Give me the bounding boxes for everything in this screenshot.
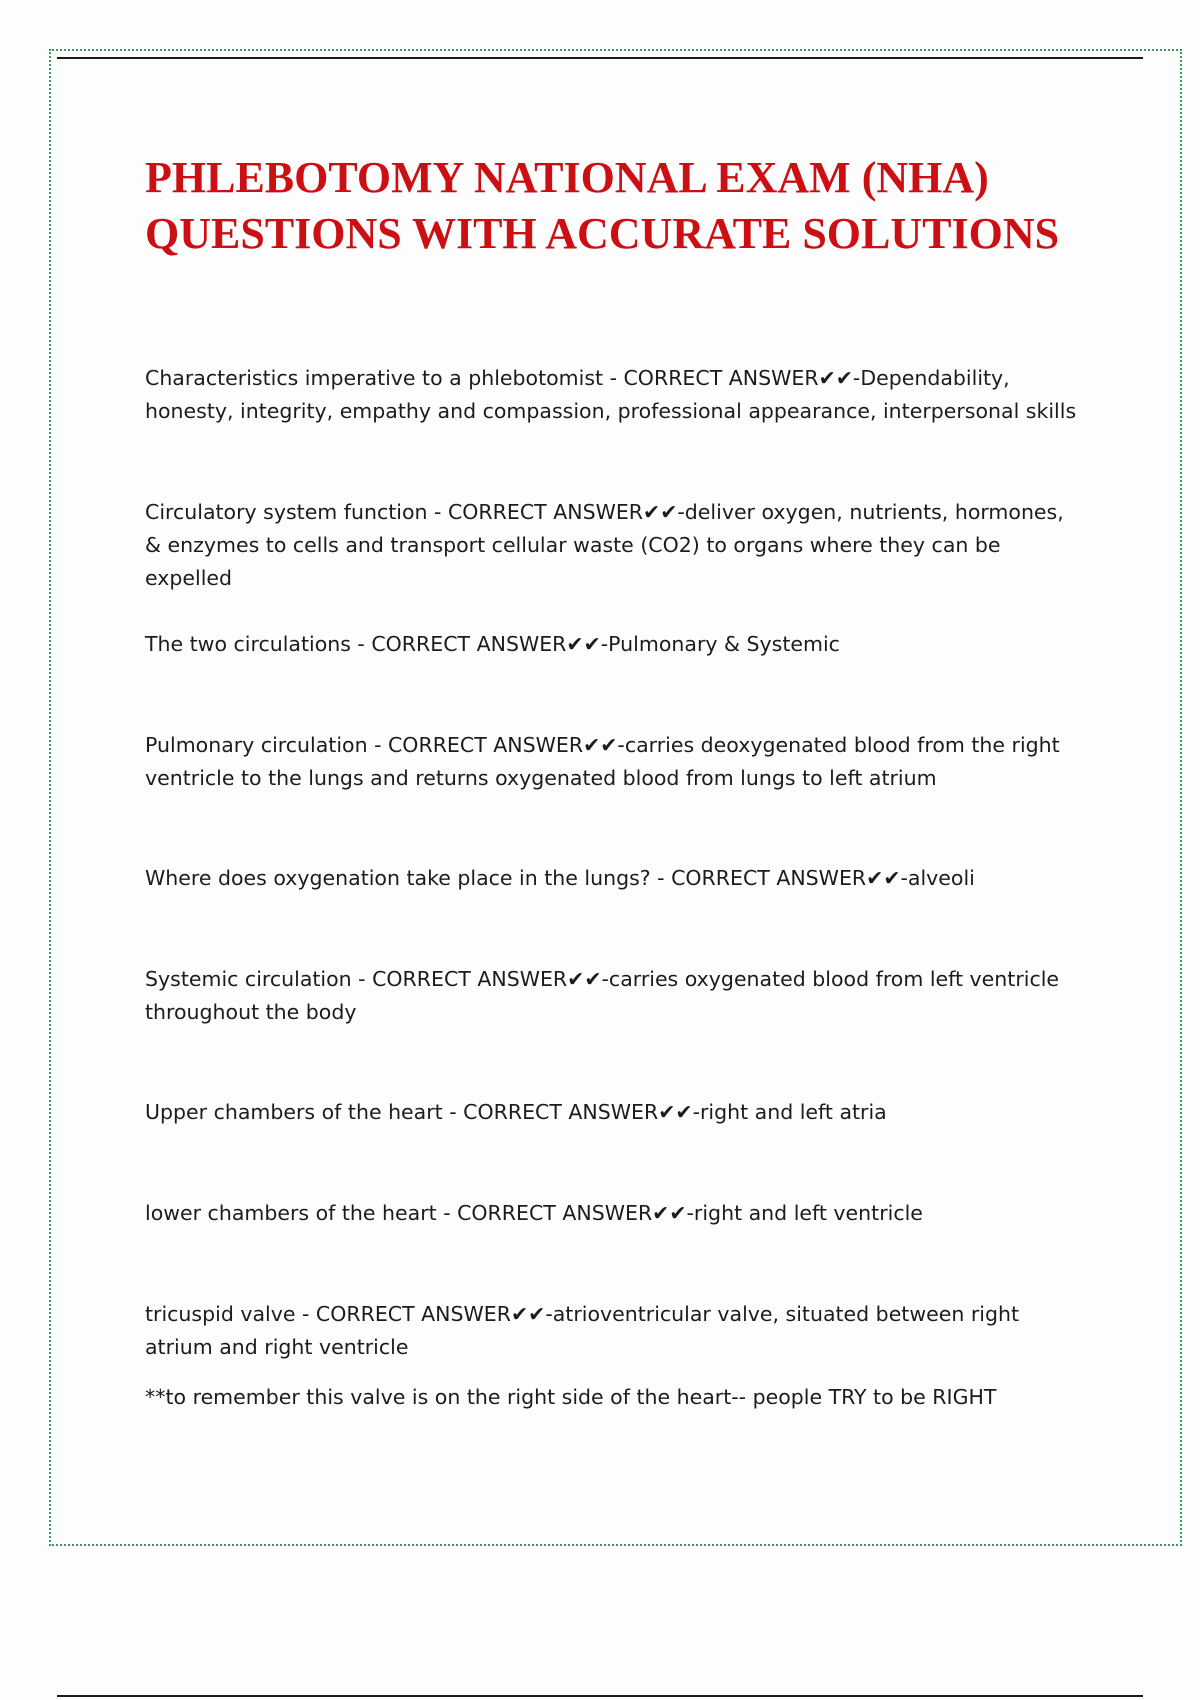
bottom-rule [57, 1695, 1143, 1697]
document-title: PHLEBOTOMY NATIONAL EXAM (NHA) QUESTIONS WITH ACCURATE SOLUTIONS [145, 153, 1060, 258]
qa-item: The two circulations - CORRECT ANSWER✔✔-Pulmonary & Systemic [145, 632, 840, 656]
qa-item: lower chambers of the heart - CORRECT ANSWER✔✔-right and left ventricle [145, 1201, 923, 1225]
mnemonic-note: **to remember this valve is on the right side of the heart-- people TRY to be RIGHT [145, 1385, 997, 1409]
qa-item: tricuspid valve - CORRECT ANSWER✔✔-atrioventricular valve, situated between right atrium and right ventricle [145, 1302, 1020, 1359]
top-rule [57, 57, 1143, 59]
qa-item: Circulatory system function - CORRECT ANSWER✔✔-deliver oxygen, nutrients, hormones, & enzymes to cells and transport cellular waste (CO2) to organs where they can be expelled [145, 500, 1064, 590]
qa-item: Where does oxygenation take place in the lungs? - CORRECT ANSWER✔✔-alveoli [145, 866, 975, 890]
qa-item: Upper chambers of the heart - CORRECT ANSWER✔✔-right and left atria [145, 1100, 887, 1124]
qa-item: Characteristics imperative to a phlebotomist - CORRECT ANSWER✔✔-Dependability, honesty, integrity, empathy and compassion, professional appearance, interpersonal skills [145, 366, 1077, 423]
qa-item: Systemic circulation - CORRECT ANSWER✔✔-carries oxygenated blood from left ventricle throughout the body [145, 967, 1060, 1024]
qa-item: Pulmonary circulation - CORRECT ANSWER✔✔-carries deoxygenated blood from the right ventricle to the lungs and returns oxygenated blood from lungs to left atrium [145, 733, 1060, 790]
